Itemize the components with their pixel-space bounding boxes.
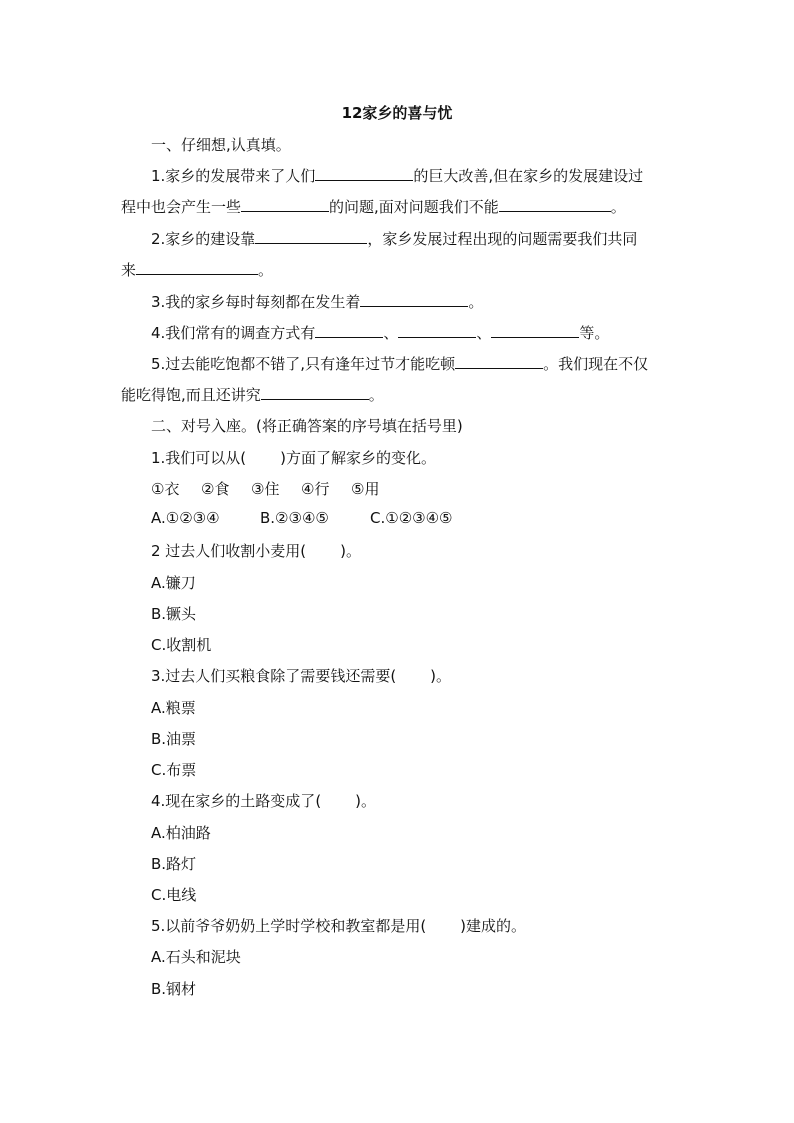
s1-q2-line2: 来 。 xyxy=(121,261,274,279)
s2-q1-stem: 1.我们可以从( )方面了解家乡的变化。 xyxy=(151,449,437,467)
item-text: ⑤用 xyxy=(351,480,380,498)
option-c[interactable]: C.①②③④⑤ xyxy=(370,509,453,527)
option-c[interactable]: C.电线 xyxy=(151,886,197,904)
answer-blank[interactable] xyxy=(315,323,383,338)
item-text: ③住 xyxy=(251,480,280,498)
s1-q1-line1: 1.家乡的发展带来了人们 的巨大改善,但在家乡的发展建设过 xyxy=(151,167,644,185)
s2-q3-stem: 3.过去人们买粮食除了需要钱还需要( )。 xyxy=(151,667,452,685)
answer-blank[interactable] xyxy=(255,229,367,244)
answer-blank[interactable] xyxy=(241,197,329,212)
s1-q3: 3.我的家乡每时每刻都在发生着 。 xyxy=(151,293,484,311)
section2-heading: 二、对号入座。(将正确答案的序号填在括号里) xyxy=(151,417,463,435)
section1-heading: 一、仔细想,认真填。 xyxy=(151,136,291,154)
answer-blank[interactable] xyxy=(315,166,413,181)
s2-q1-items xyxy=(151,478,379,499)
s1-q5-line1: 5.过去能吃饱都不错了,只有逢年过节才能吃顿 。我们现在不仅 xyxy=(151,355,649,373)
option-a[interactable]: A.镰刀 xyxy=(151,574,196,592)
option-c[interactable]: C.布票 xyxy=(151,761,197,779)
answer-blank[interactable] xyxy=(136,260,258,275)
answer-blank[interactable] xyxy=(398,323,476,338)
s2-q5-stem: 5.以前爷爷奶奶上学时学校和教室都是用( )建成的。 xyxy=(151,917,527,935)
s1-q1-line2: 程中也会产生一些 的问题,面对问题我们不能 。 xyxy=(121,198,626,216)
item-text: ②食 xyxy=(201,480,230,498)
answer-blank[interactable] xyxy=(261,385,369,400)
item-text: ①衣 xyxy=(151,480,180,498)
answer-blank[interactable] xyxy=(491,323,579,338)
option-b[interactable]: B.②③④⑤ xyxy=(260,509,329,527)
option-c[interactable]: C.收割机 xyxy=(151,636,212,654)
s1-q4: 4.我们常有的调查方式有 、 、 等。 xyxy=(151,324,610,342)
option-b[interactable]: B.油票 xyxy=(151,730,197,748)
option-a[interactable]: A.①②③④ xyxy=(151,509,220,527)
answer-blank[interactable] xyxy=(360,292,468,307)
option-b[interactable]: B.路灯 xyxy=(151,855,197,873)
item-text: ④行 xyxy=(301,480,330,498)
s2-q4-stem: 4.现在家乡的土路变成了( )。 xyxy=(151,792,377,810)
answer-blank[interactable] xyxy=(499,197,611,212)
option-a[interactable]: A.粮票 xyxy=(151,699,196,717)
option-b[interactable]: B.镢头 xyxy=(151,605,197,623)
option-a[interactable]: A.石头和泥块 xyxy=(151,948,241,966)
option-a[interactable]: A.柏油路 xyxy=(151,824,211,842)
answer-blank[interactable] xyxy=(455,354,543,369)
page-title: 12家乡的喜与忧 xyxy=(341,104,453,122)
s1-q2-line1: 2.家乡的建设靠 ，家乡发展过程出现的问题需要我们共同 xyxy=(151,230,638,248)
s2-q2-stem: 2 过去人们收割小麦用( )。 xyxy=(151,542,362,560)
s1-q5-line2: 能吃得饱,而且还讲究 。 xyxy=(121,386,384,404)
option-b[interactable]: B.钢材 xyxy=(151,980,197,998)
s2-q1-options xyxy=(151,509,452,527)
